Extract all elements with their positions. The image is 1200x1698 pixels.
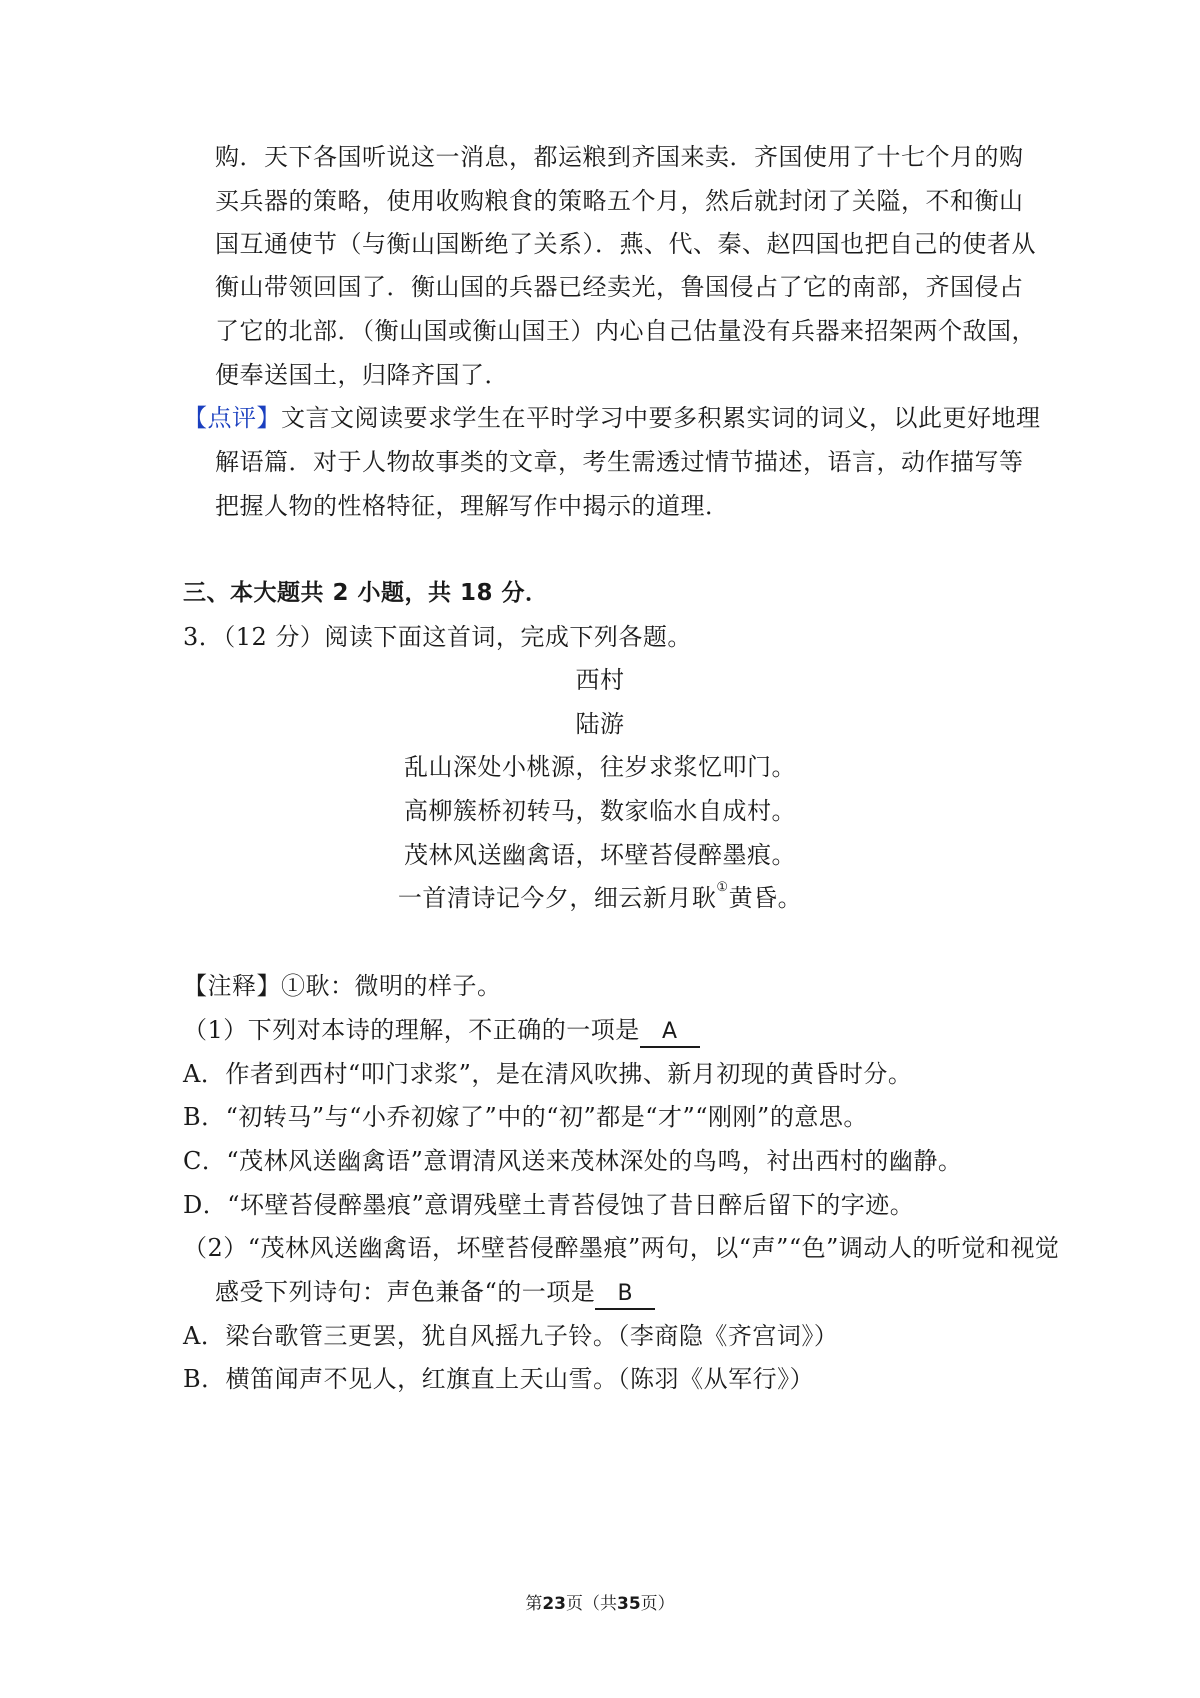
page-footer xyxy=(0,1592,1200,1616)
poem-note: 【注释】①耿：微明的样子。 xyxy=(183,972,502,1000)
poem-title: 西村 xyxy=(575,666,625,694)
option-a: A．梁台歌管三更罢，犹自风摇九子铃。（李商隐《齐宫词》） xyxy=(183,1322,839,1350)
question-stem: 3．（12 分）阅读下面这首词，完成下列各题。 xyxy=(183,623,692,651)
comment-tag: 【点评】 xyxy=(183,404,281,432)
footer-text: 页） xyxy=(640,1594,675,1614)
comment-line: 解语篇．对于人物故事类的文章，考生需透过情节描述，语言，动作描写等 xyxy=(215,448,1024,476)
poem-line: 茂林风送幽禽语，坏壁苔侵醉墨痕。 xyxy=(404,841,796,869)
poem-author: 陆游 xyxy=(575,710,625,738)
total-pages: 35 xyxy=(617,1594,641,1614)
poem-line xyxy=(0,881,1200,915)
comment-first-line xyxy=(183,401,1041,435)
answer-blank: B xyxy=(595,1280,655,1310)
option-a: A．作者到西村“叩门求浆”，是在清风吹拂、新月初现的黄昏时分。 xyxy=(183,1060,913,1088)
translation-line: 国互通使节（与衡山国断绝了关系）．燕、代、秦、赵四国也把自己的使者从 xyxy=(215,230,1036,258)
subquestion-1 xyxy=(183,1013,700,1048)
option-b: B．“初转马”与“小乔初嫁了”中的“初”都是“才”“刚刚”的意思。 xyxy=(183,1103,868,1131)
footnote-marker: ① xyxy=(716,880,729,895)
comment-text: 文言文阅读要求学生在平时学习中要多积累实词的词义，以此更好地理 xyxy=(281,404,1041,432)
footer-text: 页（共 xyxy=(566,1594,617,1614)
poem-line: 乱山深处小桃源，往岁求浆忆叩门。 xyxy=(404,753,796,781)
subquestion-2: （2）“茂林风送幽禽语，坏壁苔侵醉墨痕”两句，以“声”“色”调动人的听觉和视觉 xyxy=(183,1234,1060,1262)
translation-line: 衡山带领回国了．衡山国的兵器已经卖光，鲁国侵占了它的南部，齐国侵占 xyxy=(215,273,1024,301)
option-c: C．“茂林风送幽禽语”意谓清风送来茂林深处的鸟鸣，衬出西村的幽静。 xyxy=(183,1147,963,1175)
poem-line-part: 黄昏。 xyxy=(728,884,803,912)
translation-line: 买兵器的策略，使用收购粮食的策略五个月，然后就封闭了关隘，不和衡山 xyxy=(215,187,1024,215)
answer-blank: A xyxy=(640,1018,700,1048)
translation-line: 便奉送国土，归降齐国了． xyxy=(215,361,509,389)
subquestion-prompt: 感受下列诗句：声色兼备“的一项是 xyxy=(215,1278,596,1306)
option-d: D．“坏壁苔侵醉墨痕”意谓残壁土青苔侵蚀了昔日醉后留下的字迹。 xyxy=(183,1191,915,1219)
translation-line: 了它的北部．（衡山国或衡山国王）内心自己估量没有兵器来招架两个敌国， xyxy=(215,317,1036,345)
section-heading: 三、本大题共 2 小题，共 18 分． xyxy=(183,580,549,606)
footer-text: 第 xyxy=(525,1594,543,1614)
option-b: B．横笛闻声不见人，红旗直上天山雪。（陈羽《从军行》） xyxy=(183,1365,815,1393)
comment-line: 把握人物的性格特征，理解写作中揭示的道理． xyxy=(215,492,730,520)
page-number: 23 xyxy=(542,1594,566,1614)
translation-line: 购．天下各国听说这一消息，都运粮到齐国来卖．齐国使用了十七个月的购 xyxy=(215,143,1024,171)
subquestion-2-cont xyxy=(215,1275,655,1310)
poem-line-part: 一首清诗记今夕，细云新月耿 xyxy=(397,884,717,912)
poem-line: 高柳簇桥初转马，数家临水自成村。 xyxy=(404,797,796,825)
subquestion-prompt: （1）下列对本诗的理解，不正确的一项是 xyxy=(183,1016,640,1044)
